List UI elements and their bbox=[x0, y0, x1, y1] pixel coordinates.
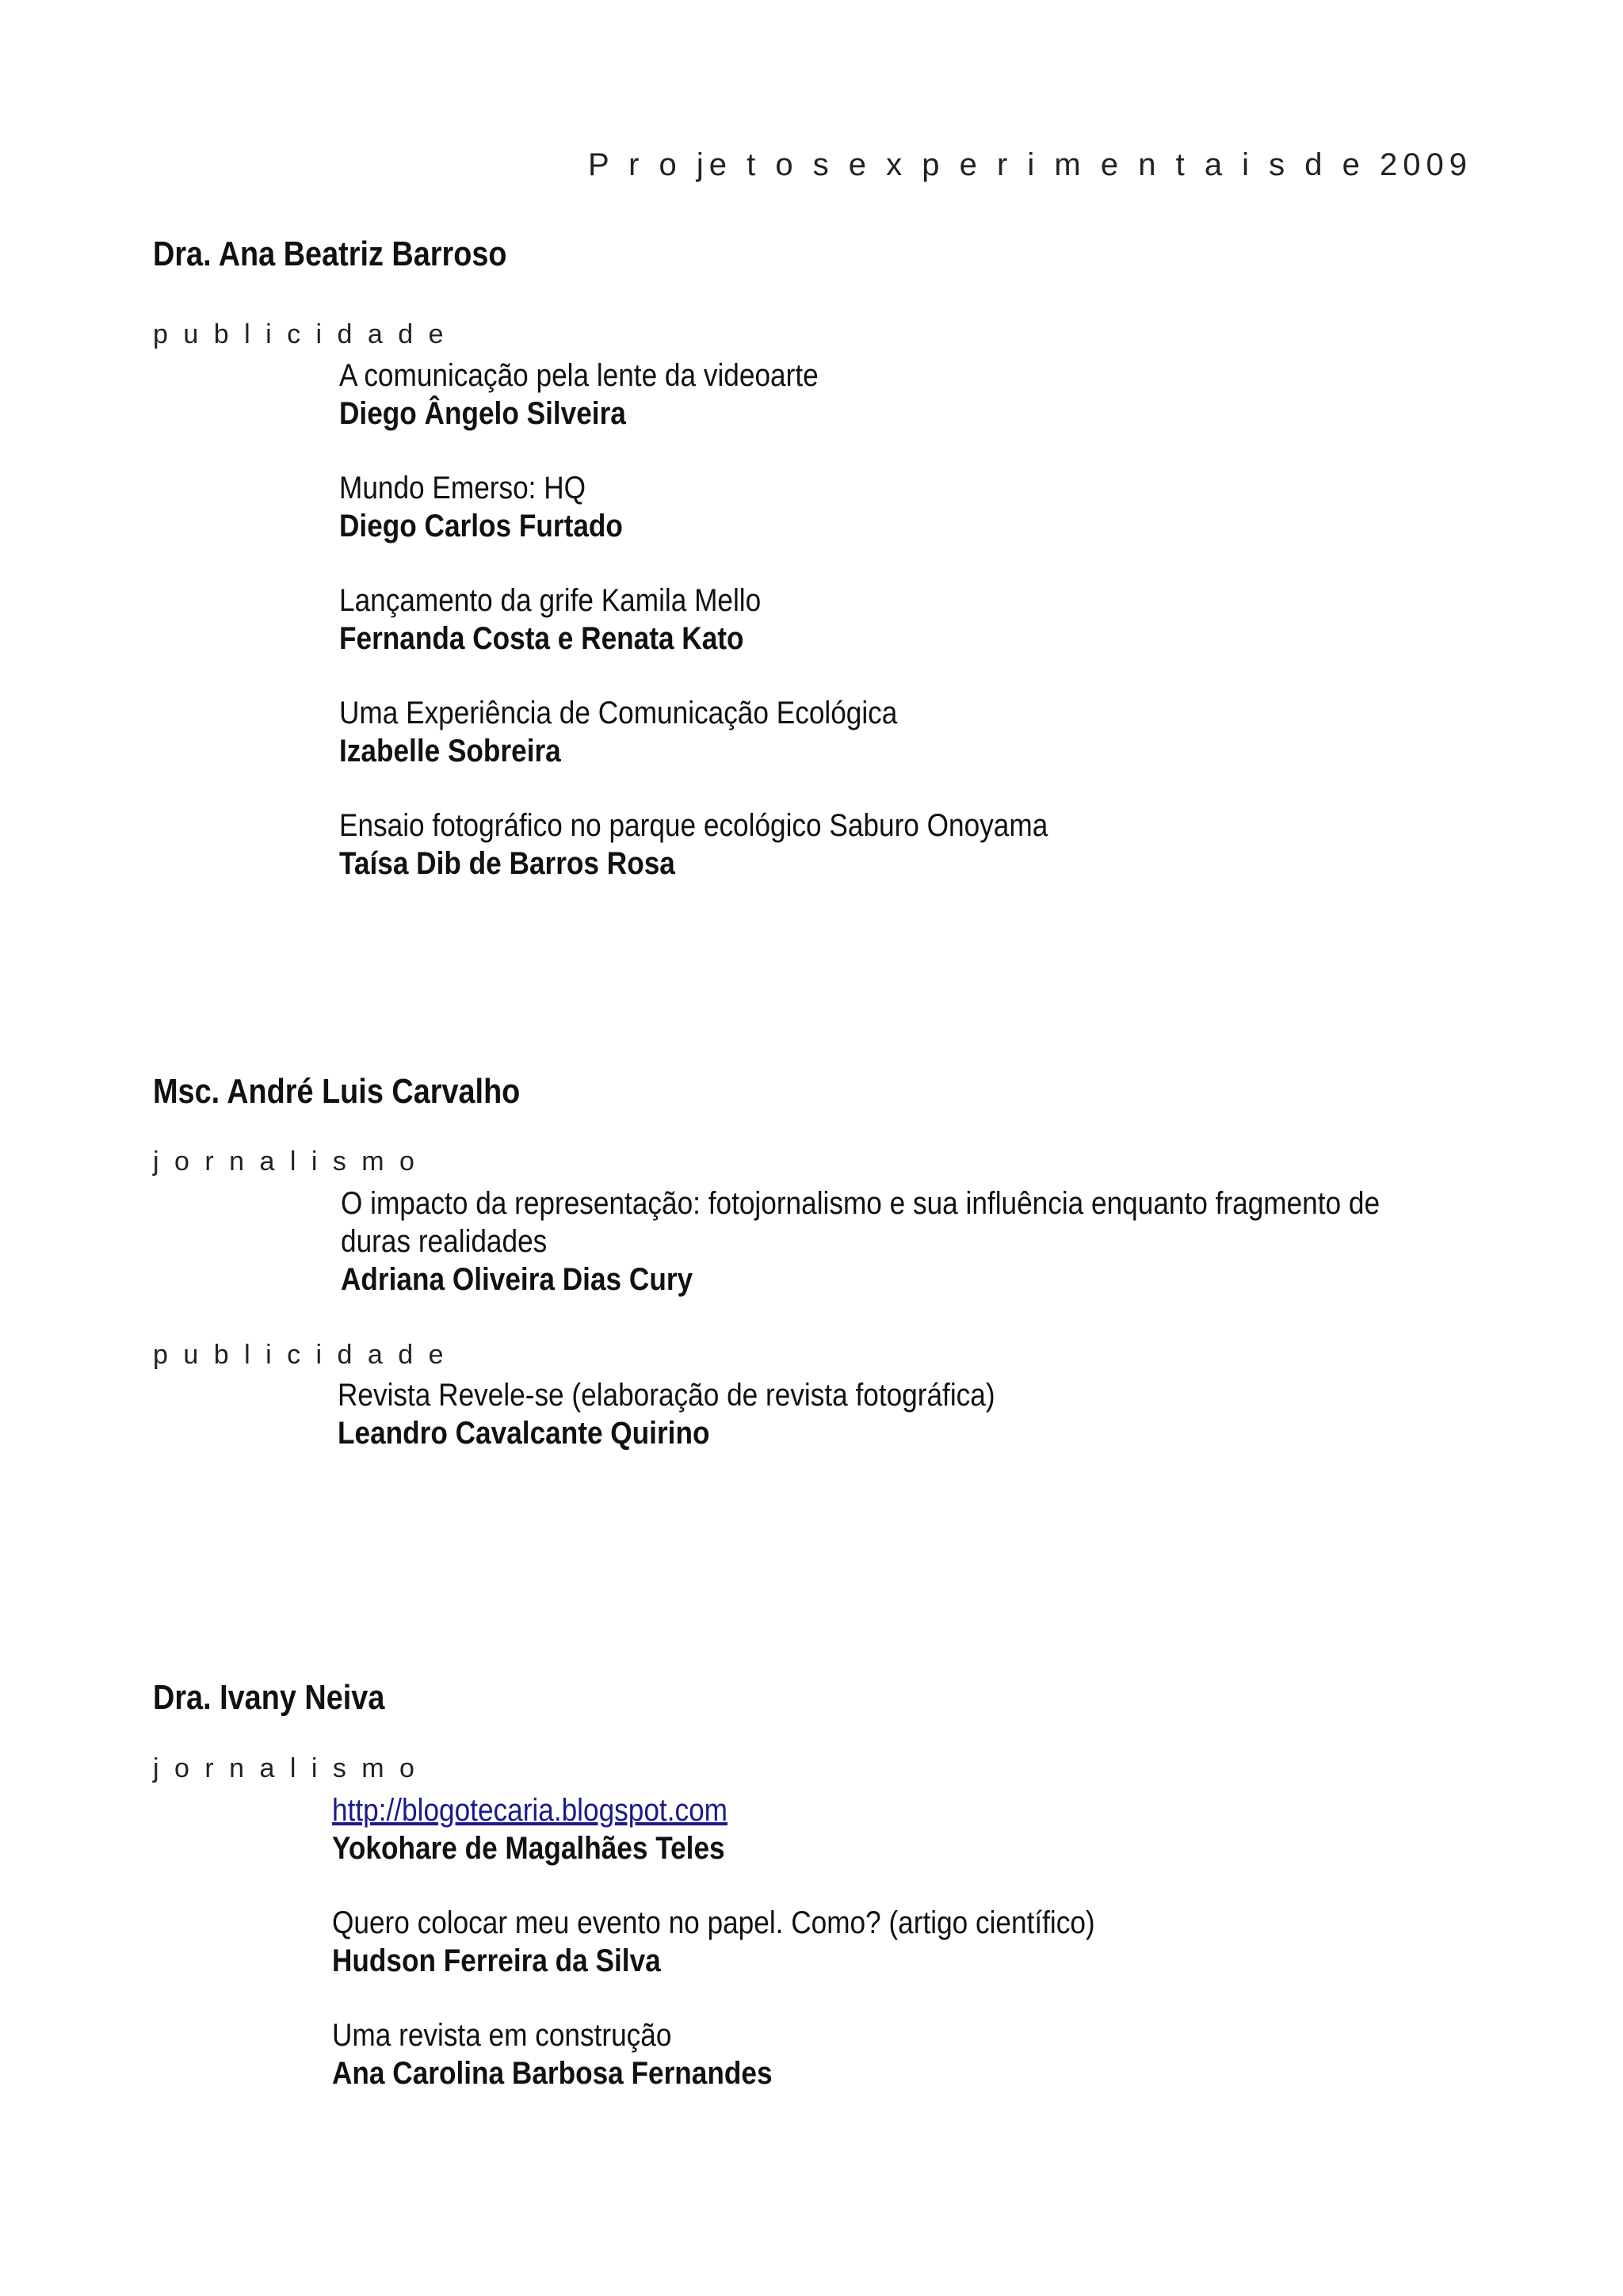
project-entry bbox=[339, 694, 897, 770]
project-entry bbox=[339, 807, 1048, 883]
project-author: Hudson Ferreira da Silva bbox=[332, 1943, 661, 1978]
project-title: Mundo Emerso: HQ bbox=[339, 471, 586, 505]
project-entry bbox=[339, 357, 819, 433]
project-author: Diego Ângelo Silveira bbox=[339, 396, 626, 431]
department-label: p u b l i c i d a d e bbox=[153, 1340, 448, 1370]
project-entry bbox=[338, 1376, 995, 1452]
project-author: Yokohare de Magalhães Teles bbox=[332, 1831, 725, 1866]
professor-name: Msc. André Luis Carvalho bbox=[153, 1072, 521, 1111]
professor-name: Dra. Ana Beatriz Barroso bbox=[153, 235, 507, 273]
project-author: Izabelle Sobreira bbox=[339, 734, 561, 769]
project-title: A comunicação pela lente da videoarte bbox=[339, 358, 819, 393]
project-author: Fernanda Costa e Renata Kato bbox=[339, 621, 744, 656]
department-label: j o r n a l i s m o bbox=[153, 1753, 418, 1783]
project-title: Uma Experiência de Comunicação Ecológica bbox=[339, 696, 898, 730]
project-author: Adriana Oliveira Dias Cury bbox=[341, 1262, 693, 1297]
project-link[interactable]: http://blogotecaria.blogspot.com bbox=[332, 1793, 727, 1828]
project-entry bbox=[339, 469, 623, 545]
project-entry bbox=[332, 1791, 727, 1867]
project-entry bbox=[332, 1904, 1095, 1980]
department-label: j o r n a l i s m o bbox=[153, 1146, 418, 1177]
project-entry bbox=[341, 1184, 1436, 1299]
project-title: Revista Revele-se (elaboração de revista fotográfica) bbox=[338, 1378, 995, 1413]
project-title: Uma revista em construção bbox=[332, 2018, 672, 2053]
project-author: Diego Carlos Furtado bbox=[339, 509, 623, 543]
page-header: P r o je t o s e x p e r i m e n t a i s d e 2009 bbox=[588, 147, 1472, 182]
project-title: Ensaio fotográfico no parque ecológico Saburo Onoyama bbox=[339, 808, 1048, 843]
project-entry bbox=[339, 582, 761, 658]
project-title: Quero colocar meu evento no papel. Como? (artigo científico) bbox=[332, 1905, 1095, 1940]
project-title: Lançamento da grife Kamila Mello bbox=[339, 583, 762, 618]
project-title: O impacto da representação: fotojornalismo e sua influência enquanto fragmento de duras realidades bbox=[341, 1186, 1381, 1259]
project-author: Taísa Dib de Barros Rosa bbox=[339, 846, 675, 881]
department-label: p u b l i c i d a d e bbox=[153, 319, 448, 349]
project-author: Ana Carolina Barbosa Fernandes bbox=[332, 2056, 773, 2091]
project-author: Leandro Cavalcante Quirino bbox=[338, 1416, 710, 1451]
professor-name: Dra. Ivany Neiva bbox=[153, 1678, 385, 1717]
project-entry bbox=[332, 2016, 773, 2092]
